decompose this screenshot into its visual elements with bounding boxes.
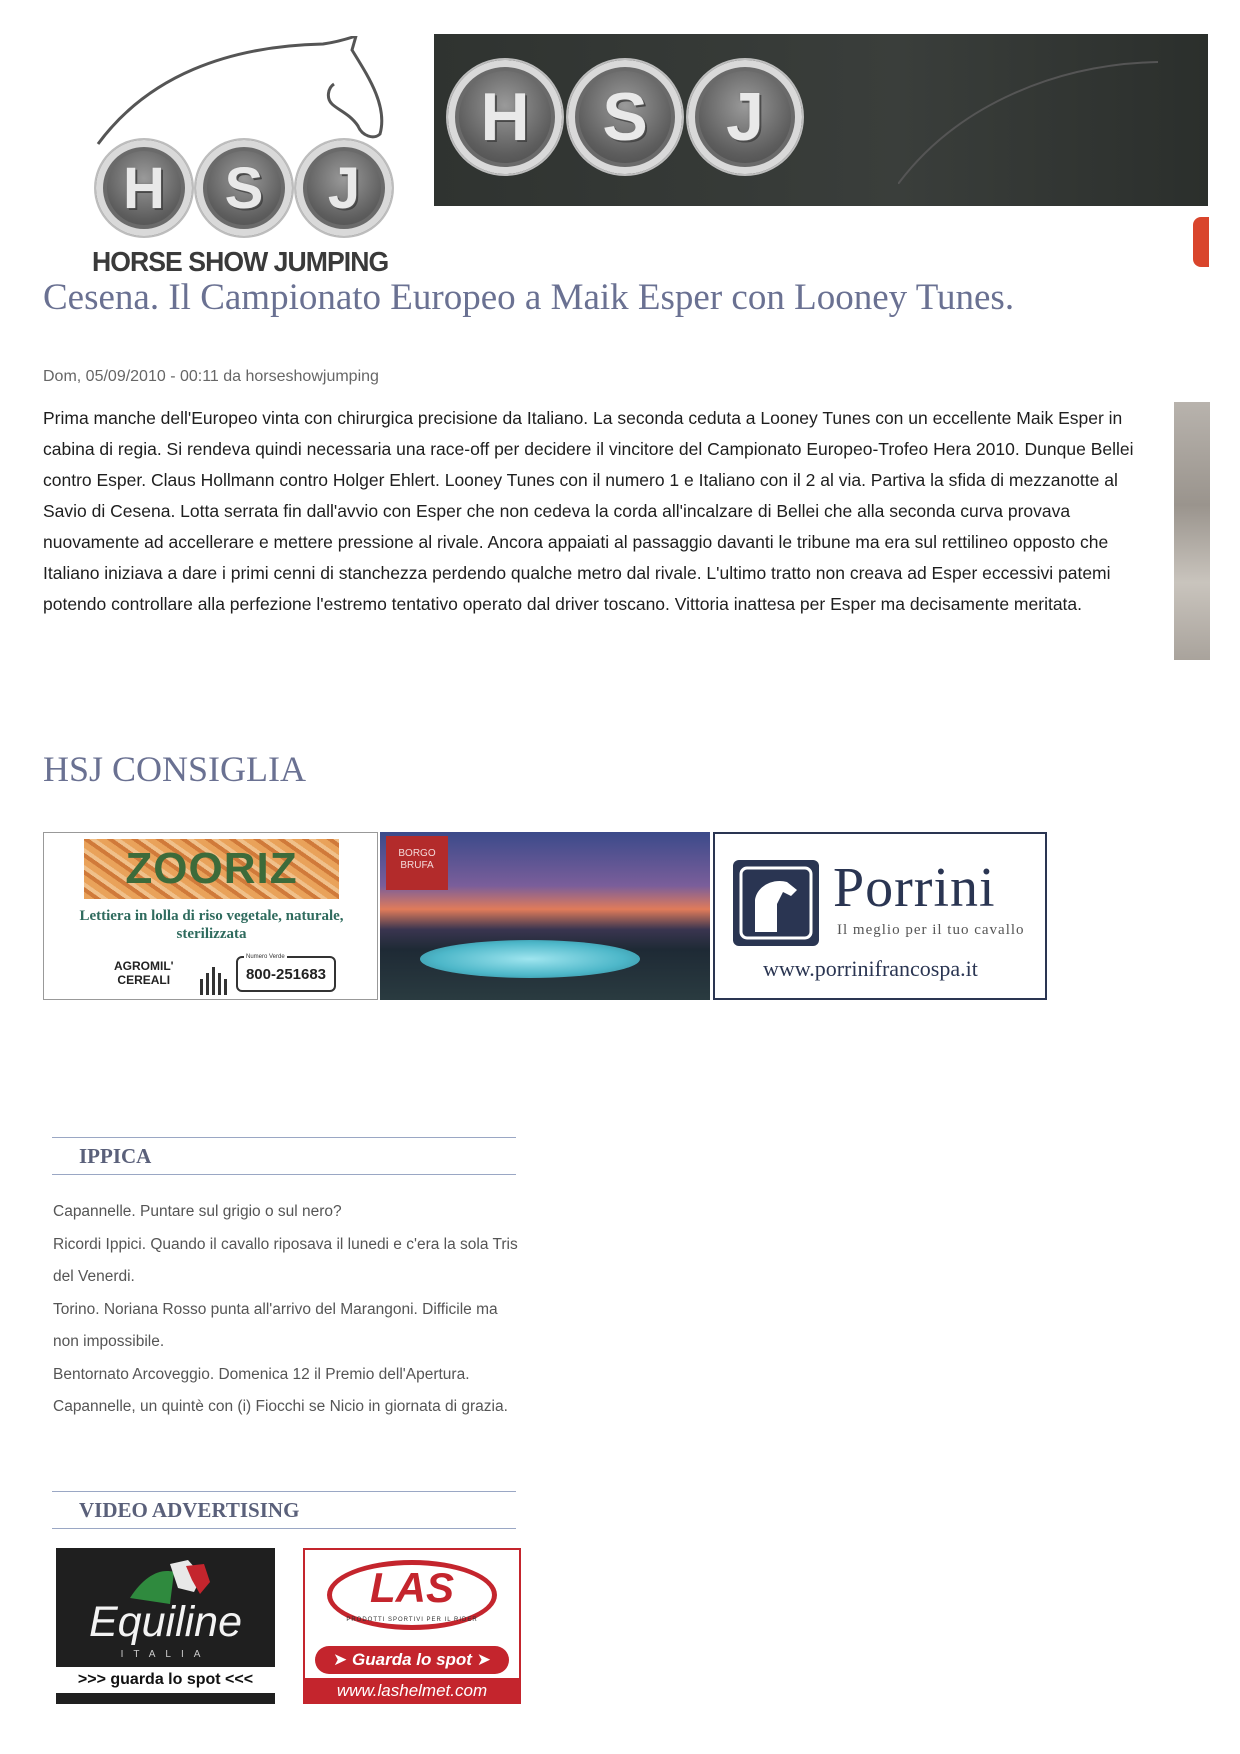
- side-tab[interactable]: [1193, 217, 1209, 267]
- zooriz-phone-label: Numero Verde: [246, 954, 285, 960]
- banner-swoosh: [898, 44, 1188, 184]
- ippica-header: [52, 1137, 516, 1175]
- article-meta: Dom, 05/09/2010 - 00:11 da horseshowjumping: [43, 368, 379, 385]
- equiline-sub: ITALIA: [120, 1649, 211, 1660]
- borgo-brufa-logo: BORGO BRUFA: [386, 836, 448, 890]
- banner-letter-h: H: [480, 79, 530, 155]
- porrini-ad[interactable]: [713, 832, 1047, 1000]
- list-item[interactable]: Capannelle. Puntare sul grigio o sul nero?: [53, 1203, 342, 1220]
- zooriz-brand-line1: AGROMIL': [114, 959, 174, 973]
- las-video-ad[interactable]: [303, 1548, 521, 1704]
- article-title[interactable]: Cesena. Il Campionato Europeo a Maik Esper con Looney Tunes.: [43, 277, 1015, 318]
- video-advertising-header: [52, 1491, 516, 1529]
- logo-letter-h: H: [123, 155, 165, 221]
- zooriz-tagline: Lettiera in lolla di riso vegetale, naturale, sterilizzata: [79, 908, 344, 942]
- zooriz-brand: [114, 959, 174, 987]
- wheat-icon: [198, 965, 228, 995]
- equiline-watch-spot-link[interactable]: >>> guarda lo spot <<<: [56, 1667, 275, 1693]
- logo-letter-s: S: [224, 155, 264, 221]
- logo-letter-j: J: [327, 155, 361, 221]
- header-banner[interactable]: [434, 34, 1208, 206]
- banner-letter-j: J: [726, 79, 764, 155]
- las-watch-spot-button[interactable]: [315, 1646, 509, 1674]
- list-item[interactable]: Capannelle, un quintè con (i) Fiocchi se Nicio in giornata di grazia.: [53, 1398, 508, 1415]
- consiglia-heading: HSJ CONSIGLIA: [43, 749, 307, 789]
- las-name: LAS: [370, 1564, 454, 1611]
- porrini-name: Porrini: [833, 857, 996, 919]
- play-arrow-icon: ➤: [333, 1650, 353, 1669]
- horse-silhouette-icon: [733, 860, 819, 946]
- hsj-logo[interactable]: [88, 36, 408, 282]
- list-item[interactable]: Ricordi Ippici. Quando il cavallo riposava il lunedi e c'era la sola Tris del Venerdi.: [53, 1235, 518, 1285]
- ippica-list: [53, 1196, 523, 1424]
- equiline-video-ad[interactable]: [56, 1548, 275, 1704]
- las-small-text: PRODOTTI SPORTIVI PER IL RIDER: [346, 1617, 478, 1623]
- banner-letter-s: S: [602, 79, 648, 155]
- porrini-url: www.porrinifrancospa.it: [763, 956, 978, 981]
- zooriz-phone: 800-251683: [236, 956, 336, 992]
- las-cta-label: Guarda lo spot: [352, 1650, 472, 1669]
- zooriz-brand-line2: CEREALI: [117, 973, 171, 987]
- borgo-brufa-ad[interactable]: [380, 832, 710, 1000]
- pool-image: [420, 940, 640, 978]
- video-advertising-title: VIDEO ADVERTISING: [79, 1498, 300, 1522]
- equiline-name: Equiline: [89, 1598, 242, 1646]
- las-url[interactable]: www.lashelmet.com: [305, 1678, 519, 1704]
- zooriz-ad[interactable]: [43, 832, 378, 1000]
- side-photo: [1174, 402, 1210, 660]
- article-body: Prima manche dell'Europeo vinta con chirurgica precisione da Italiano. La seconda ceduta a Looney Tunes con un eccellente Maik Esper in cabina di regia. Si rendeva quindi necessaria una race-off per decidere il vincitore del Campionato Europeo-Trofeo Hera 2010. Dunque Bellei contro Esper. Claus Hollmann contro Holger Ehlert. Looney Tunes con il numero 1 e Italiano con il 2 al via. Partiva la sfida di mezzanotte al Savio di Cesena. Lotta serrata fin dall'avvio con Esper che non cedeva la corda all'incalzare di Bellei che alla seconda curva provava nuovamente ad accellerare e mettere pressione al rivale. Ancora appaiati al passaggio davanti le tribune ma era sul rettilineo opposto che Italiano iniziava a dare i primi cenni di stanchezza perdendo qualche metro dal rivale. L'ultimo tratto non creava ad Esper eccessivi patemi potendo controllare alla perfezione l'estremo tentativo operato dal driver toscano. Vittoria inattesa per Esper ma decisamente meritata.: [43, 408, 1134, 614]
- zooriz-name: ZOORIZ: [84, 839, 339, 899]
- list-item[interactable]: Torino. Noriana Rosso punta all'arrivo del Marangoni. Difficile ma non impossibile.: [53, 1300, 498, 1350]
- logo-wordmark: HORSE SHOW JUMPING: [92, 246, 389, 277]
- horse-head-icon: [88, 36, 408, 146]
- ippica-title: IPPICA: [79, 1144, 152, 1168]
- porrini-tagline: Il meglio per il tuo cavallo: [837, 922, 1025, 938]
- list-item[interactable]: Bentornato Arcoveggio. Domenica 12 il Premio dell'Apertura.: [53, 1365, 470, 1383]
- play-arrow-icon: ➤: [471, 1650, 491, 1669]
